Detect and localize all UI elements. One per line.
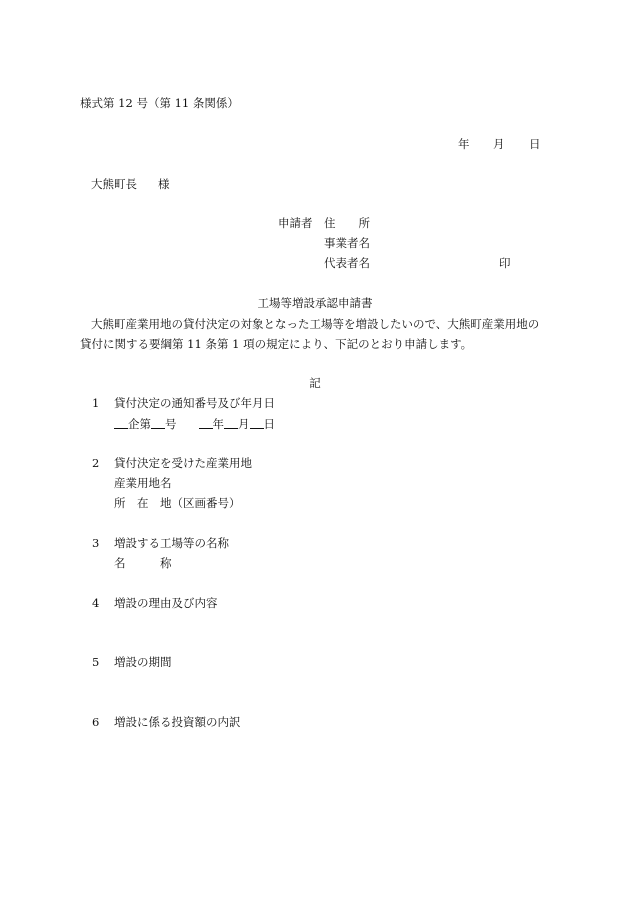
addressee-honorific: 様 (158, 177, 170, 191)
item-2-location-label: 所 在 地（区画番号） (114, 496, 241, 510)
item-2-title: 貸付決定を受けた産業用地 (114, 456, 252, 470)
body-line-2: 貸付に関する要綱第 11 条第 1 項の規定により、下記のとおり申請します。 (80, 337, 473, 351)
blank-underline (151, 418, 165, 429)
date-year: 年 (458, 137, 470, 151)
item-6-title: 増設に係る投資額の内訳 (114, 715, 241, 729)
form-label: 様式第 12 号（第 11 条関係） (80, 96, 239, 110)
item-2-land-name-label: 産業用地名 (114, 476, 172, 490)
date-day: 日 (529, 137, 541, 151)
applicant-address-label: 住 所 (324, 216, 370, 230)
item-3-title: 増設する工場等の名称 (114, 536, 229, 550)
seal-mark: 印 (499, 256, 511, 270)
document-title: 工場等増設承認申請書 (257, 296, 373, 310)
item-5-title: 増設の期間 (114, 655, 172, 669)
applicant-label: 申請者 (278, 216, 313, 230)
date-month: 月 (493, 137, 505, 151)
blank-underline (114, 418, 128, 429)
item-4-title: 増設の理由及び内容 (114, 596, 218, 610)
item-1-title: 貸付決定の通知番号及び年月日 (114, 396, 275, 410)
body-line-1: 大熊町産業用地の貸付決定の対象となった工場等を増設したいので、大熊町産業用地の (91, 317, 540, 331)
item-6-number: 6 (92, 715, 100, 729)
ki-heading: 記 (309, 376, 321, 390)
applicant-representative-label: 代表者名 (324, 256, 370, 270)
applicant-business-name-label: 事業者名 (324, 236, 370, 250)
addressee-name: 大熊町長 (91, 177, 137, 191)
item-2-number: 2 (92, 456, 100, 470)
item-1-number: 1 (92, 396, 100, 410)
item-3-name-label: 名 称 (114, 556, 172, 570)
item-4-number: 4 (92, 596, 100, 610)
item-1-notice-line: 企第 号 年 月 日 (114, 418, 275, 431)
blank-underline (250, 418, 264, 429)
blank-underline (224, 418, 238, 429)
item-3-number: 3 (92, 536, 100, 550)
item-5-number: 5 (92, 655, 100, 669)
blank-underline (199, 418, 213, 429)
